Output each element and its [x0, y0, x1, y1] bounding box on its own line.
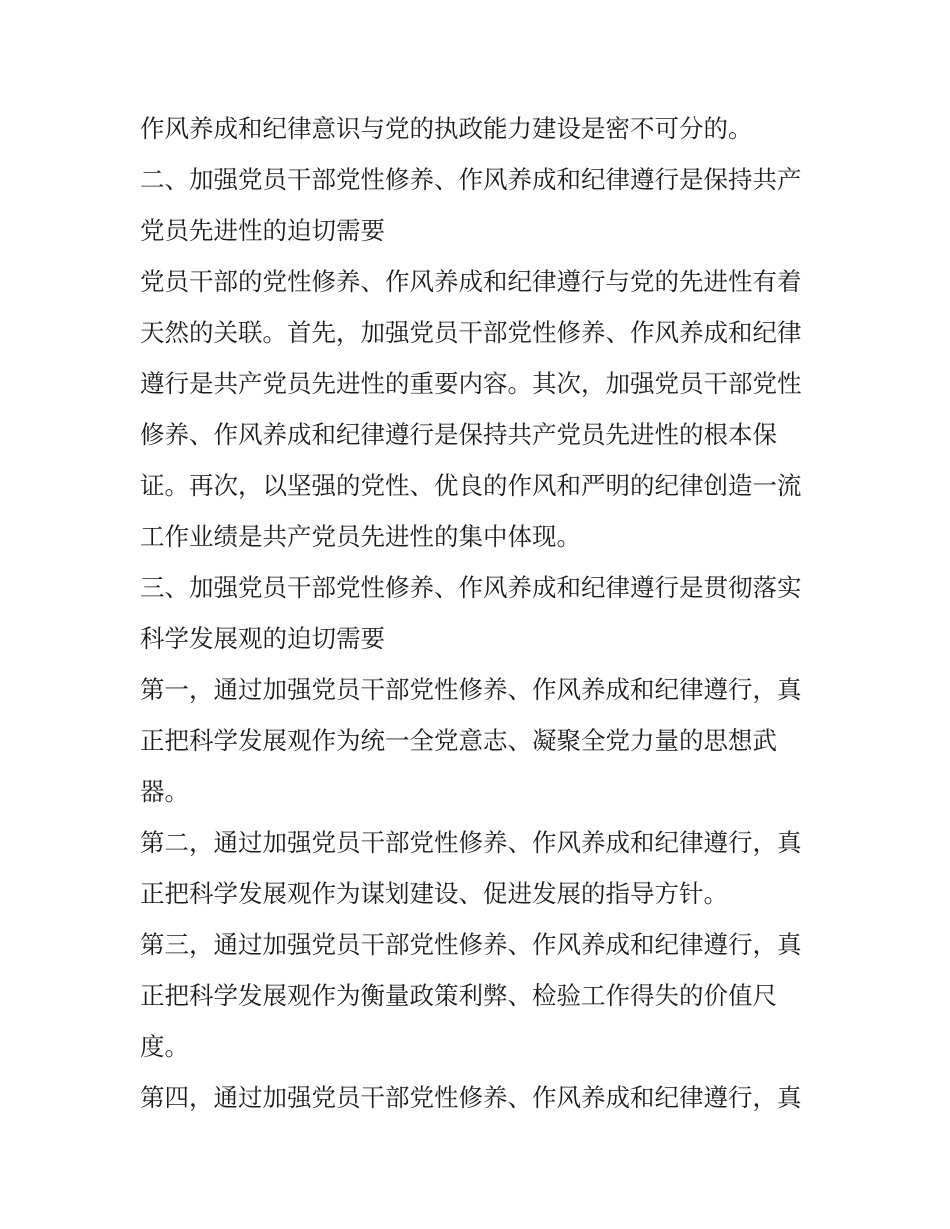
paragraph-intro-conclusion: 作风养成和纪律意识与党的执政能力建设是密不可分的。: [140, 114, 753, 143]
paragraph-point-four: 第四，通过加强党员干部党性修养、作风养成和纪律遵行，真: [140, 1083, 802, 1112]
paragraph-point-two: 第二，通过加强党员干部党性修养、作风养成和纪律遵行，真正把科学发展观作为谋划建设、促进发展的指导方针。: [140, 828, 802, 908]
section-heading-two: 二、加强党员干部党性修养、作风养成和纪律遵行是保持共产党员先进性的迫切需要: [140, 165, 802, 245]
paragraph-section-two-body: 党员干部的党性修养、作风养成和纪律遵行与党的先进性有着天然的关联。首先，加强党员干部党性修养、作风养成和纪律遵行是共产党员先进性的重要内容。其次，加强党员干部党性修养、作风养成和纪律遵行是保持共产党员先进性的根本保证。再次，以坚强的党性、优良的作风和严明的纪律创造一流工作业绩是共产党员先进性的集中体现。: [140, 267, 802, 551]
paragraph-point-three: 第三，通过加强党员干部党性修养、作风养成和纪律遵行，真正把科学发展观作为衡量政策利弊、检验工作得失的价值尺度。: [140, 930, 802, 1061]
section-heading-three: 三、加强党员干部党性修养、作风养成和纪律遵行是贯彻落实科学发展观的迫切需要: [140, 573, 802, 653]
paragraph-point-one: 第一，通过加强党员干部党性修养、作风养成和纪律遵行，真正把科学发展观作为统一全党意志、凝聚全党力量的思想武器。: [140, 675, 802, 806]
document-body: [140, 103, 820, 1123]
